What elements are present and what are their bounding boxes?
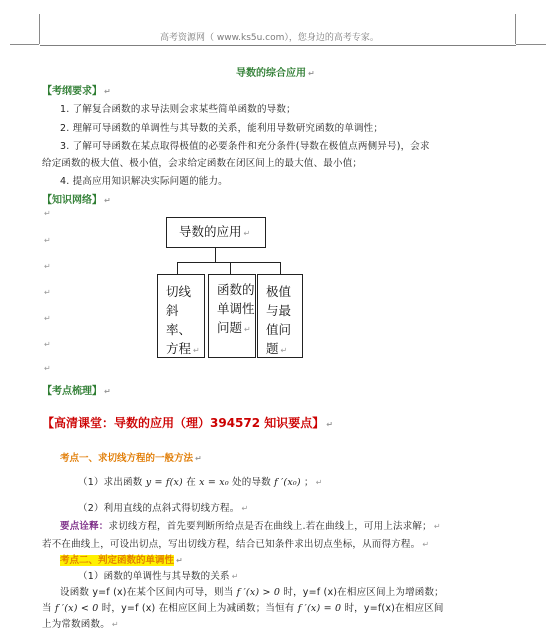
diagram-child-label: 极值与最值问题 ↵ (266, 284, 292, 356)
page-header: 高考资源网（ www.ks5u.com），您身边的高考专家。 (160, 33, 379, 43)
paragraph-mark: ↵ (44, 209, 51, 218)
paragraph-mark: ↵ (44, 262, 51, 271)
diagram-root-box: 导数的应用 ↵ (166, 217, 266, 248)
key-note: 要点诠释：求切线方程，首先要判断所给点是否在曲线上.若在曲线上，可用上法求解； ↵ (60, 521, 441, 532)
connector-line (230, 262, 231, 274)
requirement-item: 给定函数的极大值、极小值，会求给定函数在闭区间上的最大值、最小值； (42, 158, 363, 169)
formula-function: y = f(x) (145, 477, 183, 488)
point2-line3: 上为常数函数。 ↵ (42, 619, 119, 630)
paragraph-mark: ↵ (44, 236, 51, 245)
connector-line (177, 262, 178, 274)
requirement-item: 1. 了解复合函数的求导法则会求某些简单函数的导数； (60, 104, 296, 115)
diagram-child-box (257, 274, 303, 358)
requirement-item: 2. 理解可导函数的单调性与其导数的关系，能利用导数研究函数的单调性； (60, 123, 384, 134)
paragraph-mark: ↵ (44, 364, 51, 373)
crop-mark (39, 14, 40, 44)
point1-step2: （2）利用直线的点斜式得切线方程。 ↵ (78, 503, 249, 514)
diagram-child-box (157, 274, 205, 358)
crop-mark (515, 14, 516, 44)
connector-line (215, 247, 216, 262)
point2-sub: （1）函数的单调性与其导数的关系 ↵ (78, 571, 239, 582)
point1-title: 考点一、求切线方程的一般方法 ↵ (60, 453, 202, 464)
key-note-cont: 若不在曲线上，可设出切点，写出切线方程，结合已知条件求出切点坐标，从而得方程。 ↵ (42, 539, 430, 550)
connector-line (280, 262, 281, 274)
paragraph-mark: ↵ (44, 288, 51, 297)
diagram-child-label: 函数的单调性问题 ↵ (217, 282, 255, 335)
crop-mark (10, 44, 39, 45)
document-title: 导数的综合应用 ↵ (236, 68, 315, 79)
lesson-title: 【高清课堂：导数的应用（理）394572 知识要点】 ↵ (42, 416, 333, 430)
connector-line (177, 262, 281, 263)
point2-line1: 设函数 y=f (x)在某个区间内可导，则当 f ′(x) > 0 时，y=f (x)在相应区间上为增函数； (60, 587, 444, 598)
diagram-child-box (208, 274, 256, 358)
point1-step1: （1）求出函数 y = f(x) 在 x = x₀ 处的导数 f ′(x₀) ； ↵ (78, 477, 323, 488)
formula-point: x = x₀ (199, 477, 229, 488)
paragraph-mark: ↵ (44, 314, 51, 323)
diagram-root-label: 导数的应用 (179, 224, 242, 239)
crop-mark (516, 44, 546, 45)
diagram-child-label: 切线斜率、方程 ↵ (166, 284, 200, 356)
formula-derivative: f ′(x₀) (274, 477, 301, 488)
point2-line2: 当 f ′(x) < 0 时，y=f (x) 在相应区间上为减函数；当恒有 f ′(x) = 0 时，y=f(x)在相应区间 (42, 603, 444, 614)
header-divider (40, 45, 516, 46)
section-requirements: 【考纲要求】 ↵ (42, 86, 111, 97)
section-network: 【知识网络】 ↵ (42, 195, 111, 206)
section-summary: 【考点梳理】 ↵ (42, 386, 111, 397)
requirement-item: 3. 了解可导函数在某点取得极值的必要条件和充分条件(导数在极值点两侧异号)，会求 (60, 141, 430, 152)
requirement-item: 4. 提高应用知识解决实际问题的能力。 (60, 176, 228, 187)
point2-title: 考点二、判定函数的单调性 ↵ (60, 555, 183, 566)
paragraph-mark: ↵ (44, 340, 51, 349)
key-note-label: 要点诠释： (60, 521, 109, 532)
